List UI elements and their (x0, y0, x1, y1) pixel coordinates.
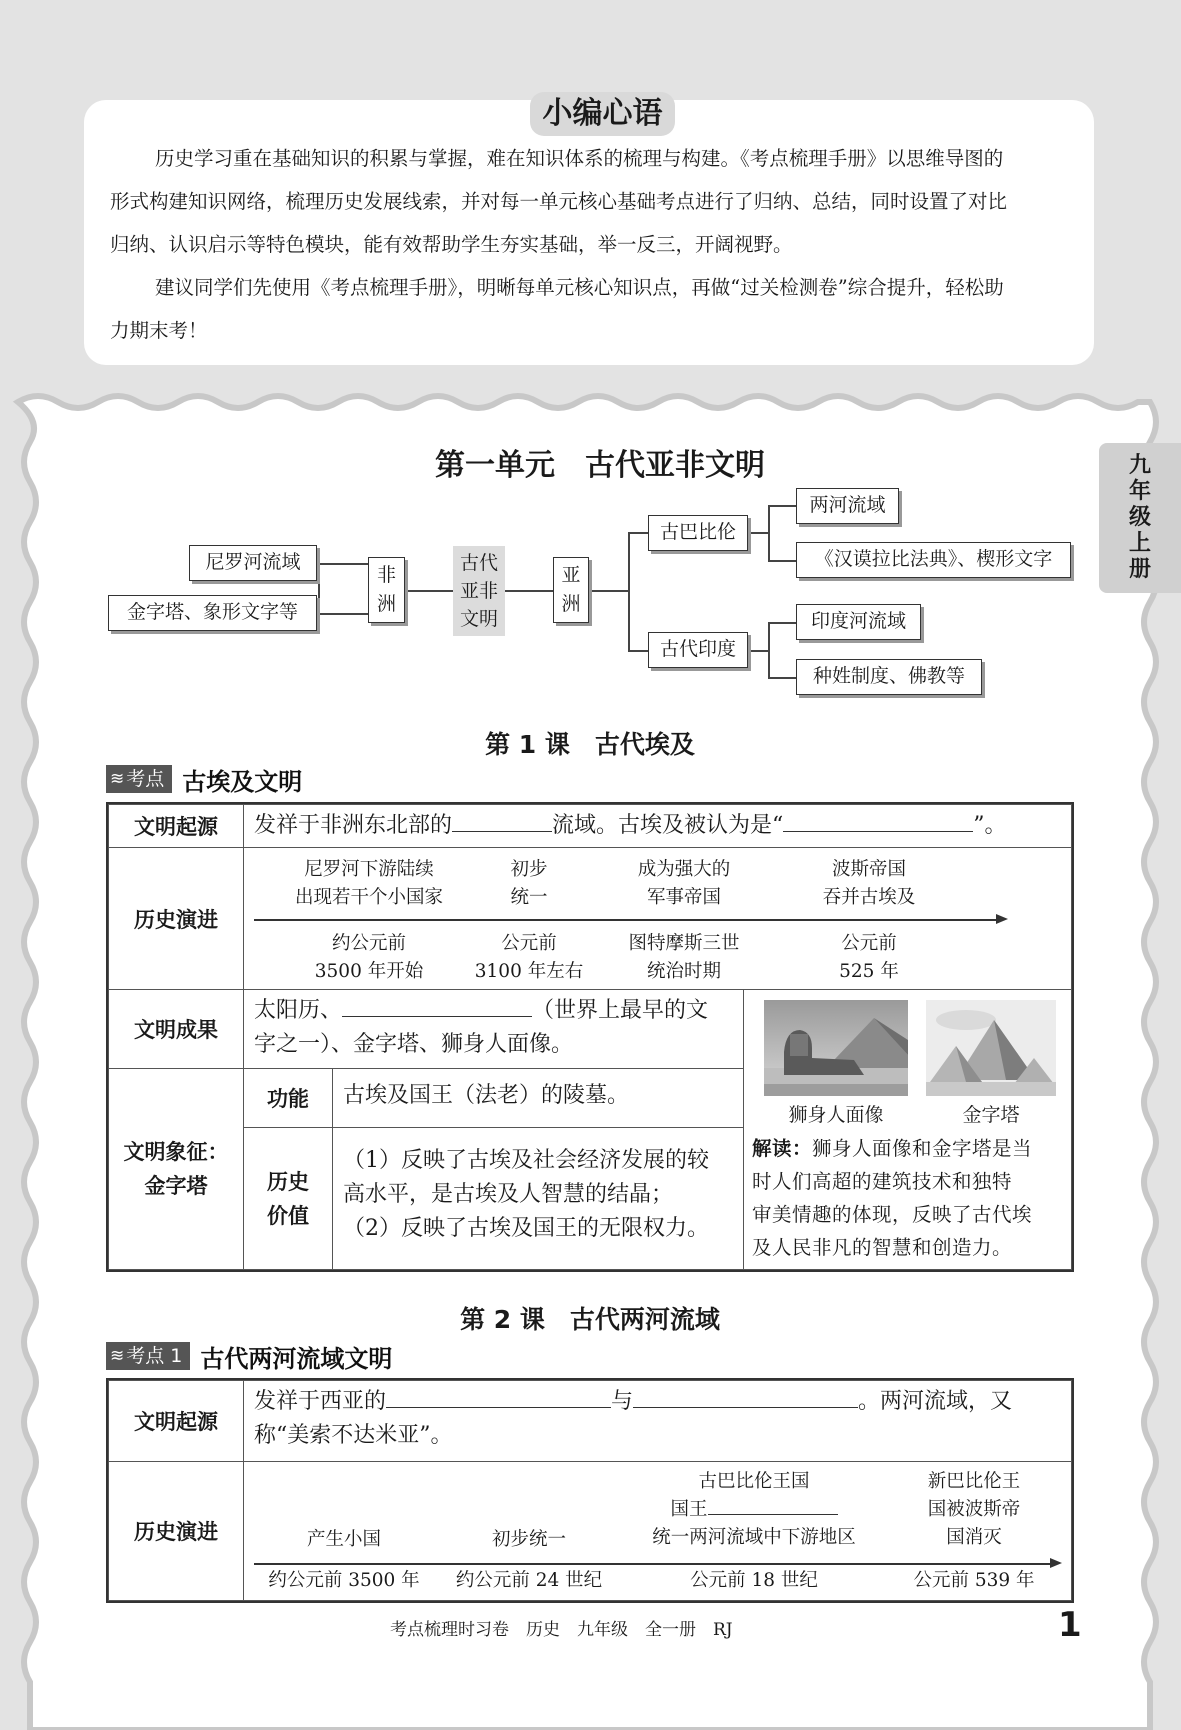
lesson1-timeline (243, 847, 1072, 990)
interp-label: 解读： (752, 1137, 813, 1160)
row-label-origin: 文明起源 (108, 1380, 244, 1462)
sphinx-image (764, 1000, 908, 1096)
timeline-event: 波斯帝国 吞并古埃及 (822, 859, 916, 908)
page-footer: 考点梳理时习卷 历史 九年级 全一册 RJ (390, 1620, 733, 1640)
timeline-date: 约公元前 3500 年开始 (314, 933, 424, 982)
lesson1-table (106, 802, 1074, 1272)
answer-blank[interactable] (783, 809, 973, 832)
node-nile: 尼罗河流域 (189, 545, 317, 581)
caption-pyramid: 金字塔 (962, 1104, 1020, 1126)
lesson2-title: 第 2 课 古代两河流域 (460, 1305, 720, 1334)
lesson2-timeline (243, 1461, 1072, 1601)
node-india: 古代印度 (648, 632, 748, 668)
kaodian-tag: 考点 (126, 768, 165, 790)
pyramids-image (926, 1000, 1056, 1096)
timeline-event: 成为强大的 军事帝国 (637, 859, 731, 908)
node-africa: 非 洲 (368, 557, 405, 623)
row-label-achievement: 文明成果 (108, 989, 244, 1069)
node-pyramid-hieroglyph: 金字塔、象形文字等 (108, 595, 317, 631)
node-two-rivers: 两河流域 (796, 488, 899, 524)
image-panel (743, 989, 1072, 1270)
timeline-date: 图特摩斯三世 统治时期 (628, 933, 740, 982)
row-label-evolution: 历史演进 (108, 1461, 244, 1601)
row-label-evolution: 历史演进 (108, 847, 244, 990)
node-center: 古代 亚非 文明 (453, 546, 505, 636)
answer-blank[interactable] (708, 1496, 838, 1515)
value-label: 历史 价值 (243, 1127, 333, 1270)
side-tab-char: 年 (1128, 479, 1151, 504)
kaodian-tag: 考点 1 (126, 1345, 183, 1367)
timeline-date: 约公元前 3500 年 (268, 1570, 420, 1591)
intro-line: 历史学习重在基础知识的积累与掌握，难在知识体系的梳理与构建。《考点梳理手册》以思维导图的 (155, 147, 1004, 170)
origin-text: 发祥于非洲东北部的 流域。古埃及被认为是“ ”。 (243, 804, 1072, 848)
intro-title: 小编心语 (530, 92, 675, 136)
intro-line: 建议同学们先使用《考点梳理手册》，明晰每单元核心知识点，再做“过关检测卷”综合提升，轻松助 (155, 276, 1004, 299)
timeline-event: 新巴比伦王 国被波斯帝 国消灭 (927, 1471, 1021, 1548)
intro-line: 形式构建知识网络，梳理历史发展线索，并对每一单元核心基础考点进行了归纳、总结，同时设置了对比 (110, 190, 1008, 213)
intro-line: 归纳、认识启示等特色模块，能有效帮助学生夯实基础，举一反三，开阔视野。 (110, 233, 793, 256)
timeline-event: 初步统一 (491, 1529, 566, 1550)
timeline-date: 公元前 525 年 (839, 933, 899, 982)
node-asia: 亚 洲 (553, 557, 589, 623)
timeline-event: 初步 统一 (510, 859, 548, 908)
lesson2-table (106, 1378, 1074, 1603)
achievement-text: 太阳历、 （世界上最早的文 字之一）、金字塔、狮身人面像。 (243, 989, 744, 1069)
func-text: 古埃及国王（法老）的陵墓。 (332, 1068, 744, 1128)
page-number: 1 (1058, 1605, 1082, 1645)
row-label-origin: 文明起源 (108, 804, 244, 848)
answer-blank[interactable] (342, 994, 532, 1017)
answer-blank[interactable] (633, 1385, 858, 1408)
node-caste: 种姓制度、佛教等 (796, 659, 982, 695)
timeline-date: 约公元前 24 世纪 (455, 1570, 603, 1591)
origin-text: 发祥于西亚的 与 。两河流域，又 称“美索不达米亚”。 (243, 1380, 1072, 1462)
caption-sphinx: 狮身人面像 (788, 1104, 884, 1126)
value-text: （1）反映了古埃及社会经济发展的较 高水平，是古埃及人智慧的结晶； （2）反映了古埃及国王的无限权力。 (332, 1127, 744, 1270)
node-babylon: 古巴比伦 (648, 515, 748, 551)
unit-title: 第一单元 古代亚非文明 (435, 448, 765, 483)
timeline-axis (254, 1563, 1054, 1565)
side-tab-char: 级 (1128, 505, 1151, 530)
wave-icon: ≋ (110, 769, 123, 789)
lesson1-kaodian (106, 765, 303, 796)
func-label: 功能 (243, 1068, 333, 1128)
grade-side-tab (1099, 443, 1181, 593)
interpretation-text: 解读：狮身人面像和金字塔是当 时人们高超的建筑技术和独特 审美情趣的体现，反映了古代埃 及人民非凡的智慧和创造力。 (752, 1137, 1033, 1259)
arrow-right-icon (996, 914, 1008, 924)
row-label-symbol: 文明象征： 金字塔 (108, 1068, 244, 1270)
timeline-event: 尼罗河下游陆续 出现若干个小国家 (294, 859, 443, 908)
timeline-event: 古巴比伦王国 国王 统一两河流域中下游地区 (652, 1471, 856, 1548)
kaodian-topic: 古埃及文明 (182, 767, 303, 796)
node-indus: 印度河流域 (796, 604, 921, 640)
timeline-date: 公元前 3100 年左右 (474, 933, 584, 982)
timeline-date: 公元前 539 年 (913, 1570, 1035, 1591)
side-tab-char: 上 (1128, 531, 1151, 556)
side-tab-char: 九 (1128, 453, 1151, 478)
timeline-axis (254, 919, 999, 921)
answer-blank[interactable] (386, 1385, 611, 1408)
answer-blank[interactable] (452, 809, 552, 832)
node-hammurabi: 《汉谟拉比法典》、楔形文字 (796, 542, 1071, 578)
lesson2-kaodian (106, 1342, 393, 1373)
intro-line: 力期末考！ (110, 319, 208, 342)
timeline-date: 公元前 18 世纪 (690, 1570, 818, 1591)
lesson1-title: 第 1 课 古代埃及 (485, 730, 695, 759)
side-tab-char: 册 (1128, 557, 1151, 582)
timeline-event: 产生小国 (306, 1529, 381, 1550)
kaodian-topic: 古代两河流域文明 (200, 1344, 393, 1373)
wave-icon: ≋ (110, 1346, 123, 1366)
